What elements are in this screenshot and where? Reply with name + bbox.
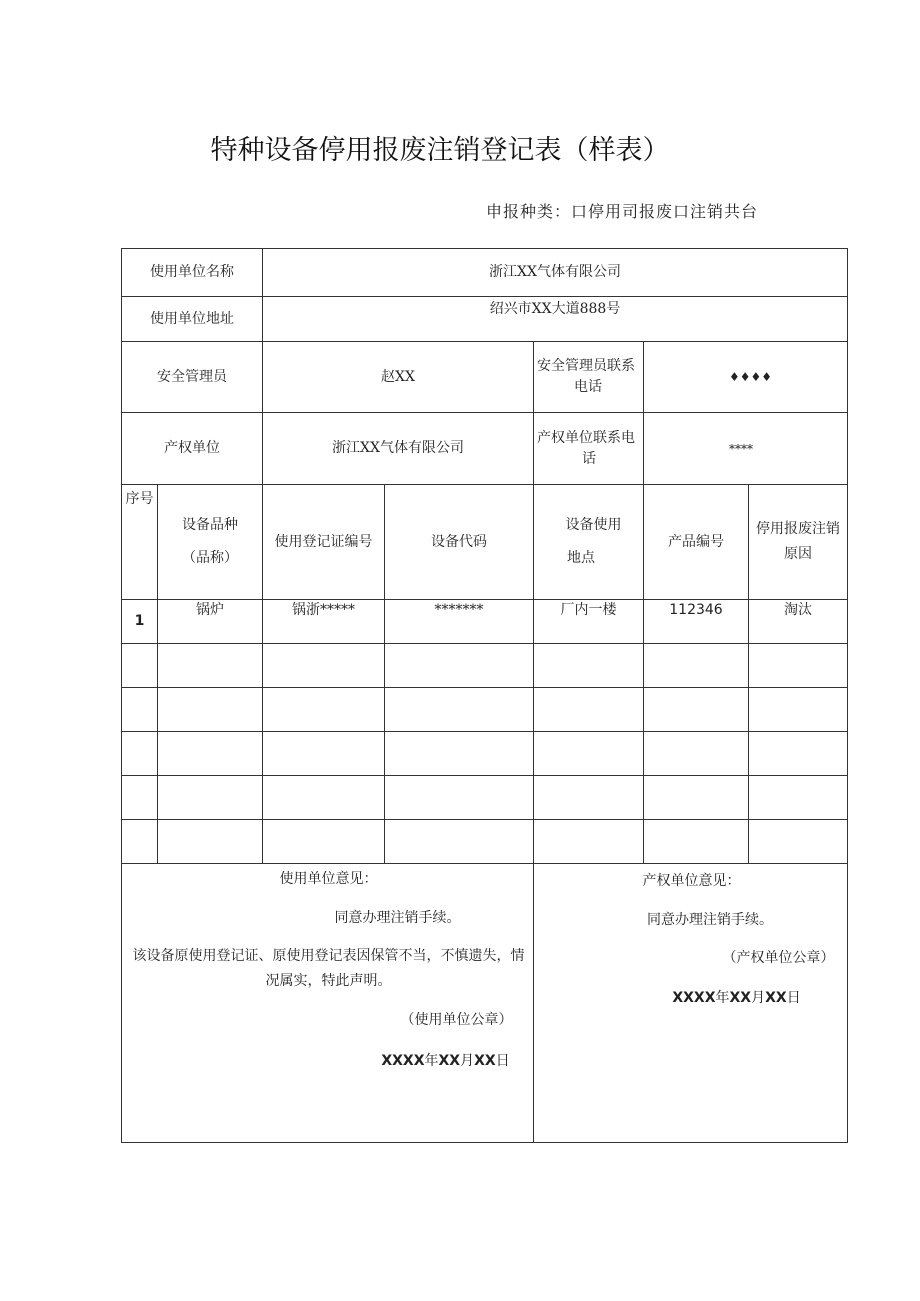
row-location: 厂内一楼 <box>534 600 644 644</box>
owner-opinion-date <box>534 988 847 1010</box>
col-reason-line1: 停用报废注销 <box>756 521 841 537</box>
owner-date-month-char: 月 <box>751 990 766 1007</box>
user-date-year: XXXX <box>381 1053 425 1070</box>
col-reg-header: 使用登记证编号 <box>263 485 385 600</box>
row-type: 锅炉 <box>158 600 263 644</box>
row-code: ******* <box>385 600 534 644</box>
owner-opinion-seal: （产权单位公章） <box>722 950 835 967</box>
user-opinion-statement-line2: 况属实，特此声明。 <box>265 973 392 990</box>
safety-phone-label-line1: 安全管理员联系 <box>537 358 635 374</box>
col-reason-line2: 原因 <box>784 546 813 562</box>
owner-label: 产权单位 <box>122 413 263 485</box>
user-date-day: XX <box>474 1053 496 1070</box>
owner-date-day-char: 日 <box>786 990 801 1007</box>
user-date-month: XX <box>438 1053 461 1070</box>
owner-phone-label-line1: 产权单位联系电 <box>537 429 635 446</box>
registration-form <box>121 248 848 1143</box>
user-date-day-char: 日 <box>495 1053 510 1070</box>
table-row-empty <box>122 688 848 732</box>
owner-opinion-section <box>534 864 848 1143</box>
user-opinion-statement-line1: 该设备原使用登记证、原使用登记表因保管不当，不慎遗失，情 <box>132 948 525 965</box>
row-reg: 锅浙***** <box>263 600 385 644</box>
table-row-empty <box>122 732 848 776</box>
safety-phone-label <box>534 342 644 413</box>
unit-name-value: 浙江XX气体有限公司 <box>263 249 848 297</box>
safety-phone-value: ♦♦♦♦ <box>644 342 848 413</box>
col-type-line2: （品称） <box>182 550 238 566</box>
user-date-month-char: 月 <box>460 1053 475 1070</box>
col-location-header <box>534 485 644 600</box>
page-title: 特种设备停用报废注销登记表（样表） <box>210 135 670 166</box>
owner-phone-label <box>534 413 644 485</box>
col-reason-header <box>749 485 848 600</box>
table-row-empty <box>122 776 848 820</box>
owner-date-day: XX <box>765 990 787 1007</box>
col-code-header: 设备代码 <box>385 485 534 600</box>
owner-opinion-label: 产权单位意见： <box>642 873 741 889</box>
unit-address-value: 绍兴市XX大道888号 <box>263 297 848 342</box>
table-row-empty <box>122 644 848 688</box>
col-location-line1: 设备使用 <box>565 517 622 533</box>
owner-opinion-agree: 同意办理注销手续。 <box>647 911 774 928</box>
safety-phone-label-line2: 电话 <box>574 379 602 395</box>
row-reason: 淘汰 <box>749 600 848 644</box>
safety-manager-label: 安全管理员 <box>122 342 263 413</box>
report-type: 申报种类：口停用司报废口注销共台 <box>486 202 759 221</box>
user-opinion-seal: （使用单位公章） <box>400 1011 513 1028</box>
owner-value: 浙江XX气体有限公司 <box>263 413 534 485</box>
col-type-header <box>158 485 263 600</box>
user-opinion-section <box>122 864 534 1143</box>
col-seq-header: 序号 <box>122 485 158 600</box>
col-type-line1: 设备品种 <box>182 517 238 533</box>
owner-date-year-char: 年 <box>715 990 730 1007</box>
safety-manager-value: 赵XX <box>263 342 534 413</box>
user-opinion-date <box>122 1051 533 1073</box>
col-location-line2: 地点 <box>567 550 595 566</box>
user-date-year-char: 年 <box>424 1053 439 1070</box>
owner-date-year: XXXX <box>672 990 716 1007</box>
unit-name-label: 使用单位名称 <box>122 249 263 297</box>
col-product-header: 产品编号 <box>644 485 749 600</box>
user-opinion-label: 使用单位意见： <box>279 871 378 887</box>
owner-phone-label-line2: 话 <box>582 450 596 467</box>
row-product: 112346 <box>644 600 749 644</box>
unit-address-label: 使用单位地址 <box>122 297 263 342</box>
row-seq: 1 <box>122 600 158 644</box>
user-opinion-agree: 同意办理注销手续。 <box>334 909 461 926</box>
owner-date-month: XX <box>729 990 752 1007</box>
table-row <box>122 600 848 644</box>
table-row-empty <box>122 820 848 864</box>
owner-phone-value: **** <box>644 413 848 485</box>
